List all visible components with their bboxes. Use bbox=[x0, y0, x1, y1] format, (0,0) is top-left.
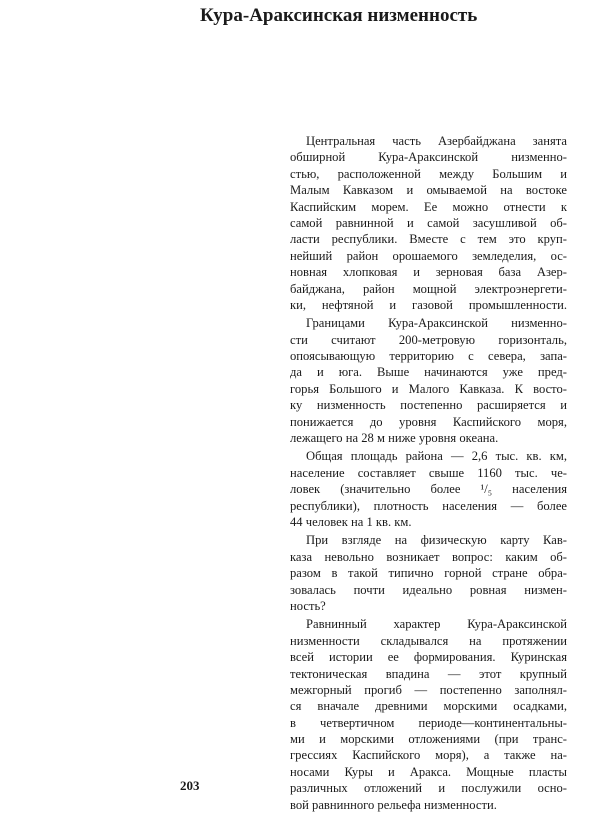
page-number: 203 bbox=[180, 778, 200, 793]
text-line: каза невольно возникает вопрос: каким об- bbox=[290, 549, 567, 564]
text-line: вой равнинного рельефа низменности. bbox=[290, 797, 497, 812]
paragraph bbox=[290, 133, 567, 313]
text-line: 44 человек на 1 кв. км. bbox=[290, 514, 412, 529]
text-line: да и юга. Выше начинаются уже пред- bbox=[290, 365, 567, 380]
text-line: опоясывающую территорию с севера, запа- bbox=[290, 349, 567, 364]
text-line: Малым Кавказом и омываемой на востоке bbox=[290, 183, 567, 198]
text-line: грессиях Каспийского моря), а также на- bbox=[290, 748, 567, 763]
text-line: понижается до уровня Каспийского моря, bbox=[290, 414, 567, 429]
text-line: Каспийским морем. Ее можно отнести к bbox=[290, 199, 567, 214]
paragraph bbox=[290, 315, 567, 446]
text-line: различных отложений и послужили осно- bbox=[290, 781, 567, 796]
text-line: ность? bbox=[290, 598, 326, 613]
text-line: байджана, район мощной электроэнергети- bbox=[290, 281, 567, 296]
text-line: При взгляде на физическую карту Кав- bbox=[306, 533, 567, 548]
paragraph bbox=[290, 616, 567, 813]
text-line: тектоническая впадина — этот крупный bbox=[290, 666, 567, 681]
text-line: стью, расположенной между Большим и bbox=[290, 166, 567, 181]
text-line: зовалась почти идеально ровная низмен- bbox=[290, 582, 567, 597]
text-line: население составляет свыше 1160 тыс. че- bbox=[290, 465, 567, 480]
text-line: в четвертичном периоде—континентальны- bbox=[290, 715, 567, 730]
text-line: межгорный прогиб — постепенно заполнял- bbox=[290, 682, 567, 697]
text-line: ся вначале древними морскими осадками, bbox=[290, 699, 567, 714]
paragraph bbox=[290, 448, 567, 530]
text-line: самой равнинной и самой засушливой об- bbox=[290, 215, 567, 230]
text-line: ми и морскими отложениями (при транс- bbox=[290, 732, 567, 747]
text-line: ласти республики. Вместе с тем это круп- bbox=[290, 232, 567, 247]
text-line: новная хлопковая и зерновая база Азер- bbox=[290, 265, 567, 280]
text-line: ку низменность постепенно расширяется и bbox=[290, 398, 567, 413]
text-line: обширной Кура-Араксинской низменно- bbox=[290, 150, 567, 165]
text-line: горья Большого и Малого Кавказа. К восто- bbox=[290, 381, 567, 396]
text-line: носами Куры и Аракса. Мощные пласты bbox=[290, 764, 567, 779]
text-column bbox=[290, 133, 567, 813]
text-line: сти считают 200-метровую горизонталь, bbox=[290, 332, 567, 347]
text-line: лежащего на 28 м ниже уровня океана. bbox=[290, 431, 499, 446]
text-line: Границами Кура-Араксинской низменно- bbox=[306, 316, 567, 331]
text-line: республики), плотность населения — более bbox=[290, 498, 567, 513]
text-line: разом в такой типично горной стране обра- bbox=[290, 566, 567, 581]
text-line: всей истории ее формирования. Куринская bbox=[290, 650, 567, 665]
text-line: Центральная часть Азербайджана занята bbox=[306, 134, 567, 148]
text-line: ловек (значительно более ¹/₅ населения bbox=[290, 482, 567, 497]
text-line: низменности складывался на протяжении bbox=[290, 633, 567, 648]
text-line: Равнинный характер Кура-Араксинской bbox=[306, 617, 567, 632]
text-line: Общая площадь района — 2,6 тыс. кв. км, bbox=[306, 449, 567, 464]
text-line: ки, нефтяной и газовой промышленности. bbox=[290, 297, 567, 312]
paragraph bbox=[290, 532, 567, 614]
page-title: Кура-Араксинская низменность bbox=[200, 5, 478, 26]
text-line: нейший район орошаемого земледелия, ос- bbox=[290, 248, 567, 263]
